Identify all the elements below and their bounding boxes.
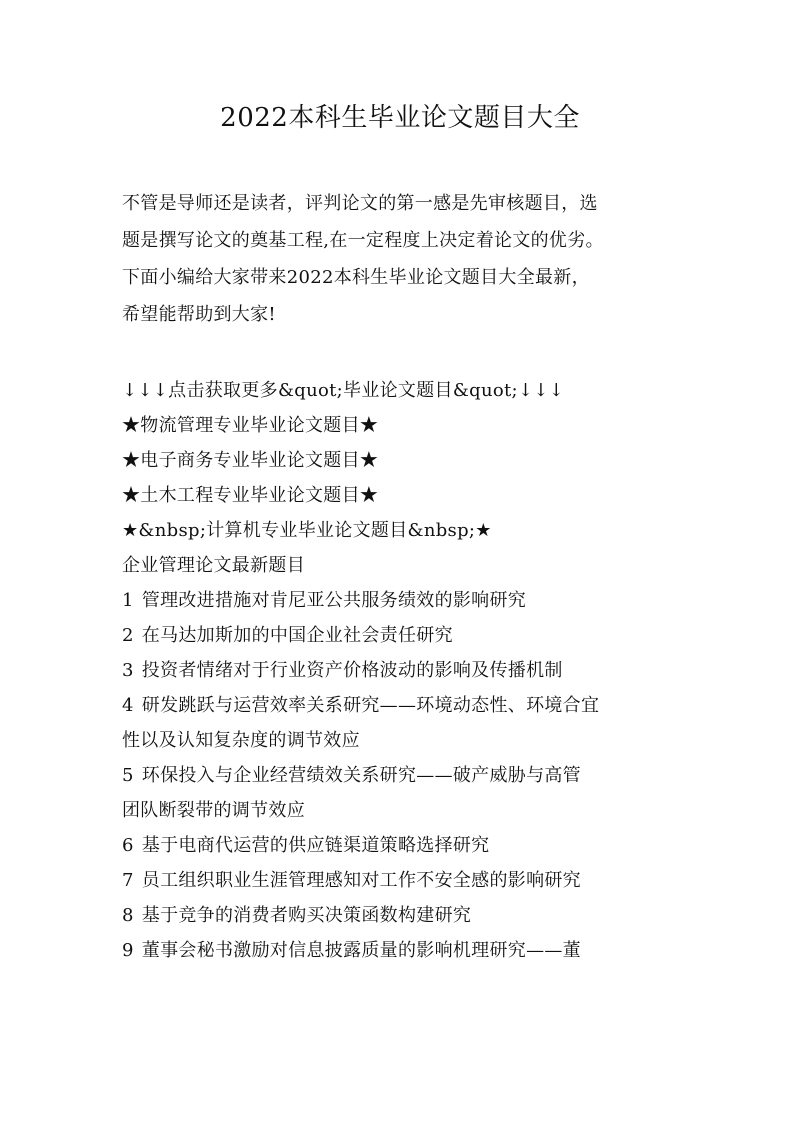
- topic-number: 7: [122, 870, 134, 891]
- promo-link[interactable]: ↓↓↓点击获取更多&quot;毕业论文题目&quot;↓↓↓: [122, 380, 565, 401]
- topic-item: [122, 583, 684, 618]
- topic-text: 基于电商代运营的供应链渠道策略选择研究: [141, 835, 490, 856]
- link-ecommerce-topics[interactable]: ★电子商务专业毕业论文题目★: [122, 450, 379, 471]
- topic-item: [122, 653, 684, 688]
- section-heading: 企业管理论文最新题目: [122, 555, 305, 576]
- topic-number: 3: [122, 660, 134, 681]
- document-title: 2022本科生毕业论文题目大全: [220, 103, 580, 133]
- topic-item: [122, 933, 684, 968]
- topic-item: [122, 618, 684, 653]
- topic-number: 8: [122, 905, 134, 926]
- topic-item: [122, 828, 684, 863]
- topic-text: 环保投入与企业经营绩效关系研究——破产威胁与高管: [141, 765, 581, 786]
- topic-text: 员工组织职业生涯管理感知对工作不安全感的影响研究: [141, 870, 581, 891]
- topic-text: 研发跳跃与运营效率关系研究——环境动态性、环境合宜: [141, 695, 600, 716]
- intro-paragraph: [122, 185, 684, 333]
- topic-item: [122, 863, 684, 898]
- topic-number: 1: [122, 590, 134, 611]
- link-logistics-topics[interactable]: ★物流管理专业毕业论文题目★: [122, 415, 379, 436]
- topic-item: [122, 898, 684, 933]
- topic-text: 管理改进措施对肯尼亚公共服务绩效的影响研究: [141, 590, 527, 611]
- link-computer-topics[interactable]: ★&nbsp;计算机专业毕业论文题目&nbsp;★: [122, 520, 492, 541]
- intro-line: 题是撰写论文的奠基工程,在一定程度上决定着论文的优劣。: [122, 230, 604, 251]
- topic-number: 2: [122, 625, 134, 646]
- topic-item: [122, 758, 684, 828]
- topic-number: 5: [122, 765, 134, 786]
- intro-line: 下面小编给大家带来2022本科生毕业论文题目大全最新，: [122, 267, 590, 288]
- topic-text: 董事会秘书激励对信息披露质量的影响机理研究——董: [141, 940, 581, 961]
- link-civil-engineering-topics[interactable]: ★土木工程专业毕业论文题目★: [122, 485, 379, 506]
- topic-text-continued: 团队断裂带的调节效应: [122, 800, 305, 821]
- topic-number: 4: [122, 695, 134, 716]
- intro-line: 不管是导师还是读者，评判论文的第一感是先审核题目，选: [122, 193, 598, 214]
- topic-text: 投资者情绪对于行业资产价格波动的影响及传播机制: [141, 660, 563, 681]
- topic-text: 在马达加斯加的中国企业社会责任研究: [141, 625, 453, 646]
- topic-number: 9: [122, 940, 134, 961]
- topic-item: [122, 688, 684, 758]
- topic-text-continued: 性以及认知复杂度的调节效应: [122, 730, 360, 751]
- content-body: [122, 373, 684, 968]
- topic-text: 基于竞争的消费者购买决策函数构建研究: [141, 905, 472, 926]
- intro-line: 希望能帮助到大家!: [122, 304, 276, 325]
- topic-number: 6: [122, 835, 134, 856]
